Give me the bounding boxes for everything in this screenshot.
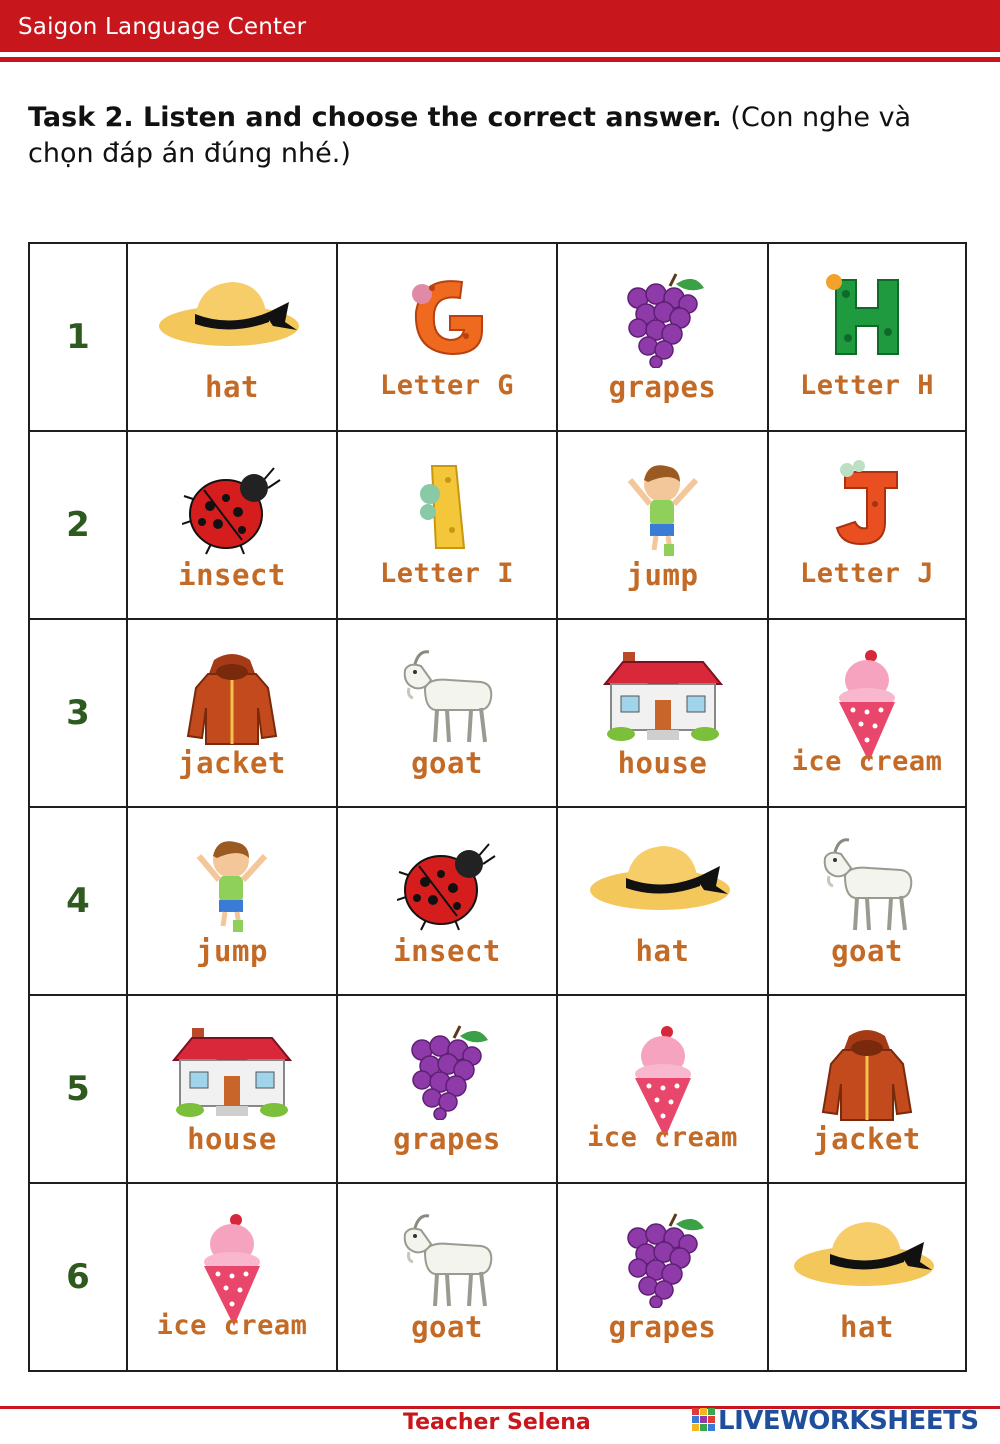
answer-label: house — [617, 746, 708, 780]
question-number-cell — [29, 807, 127, 995]
answer-option[interactable] — [127, 1183, 337, 1371]
answer-option[interactable] — [557, 431, 768, 619]
answer-label: ice cream — [587, 1122, 738, 1153]
house-icon — [170, 1024, 294, 1124]
letter-i-icon — [412, 460, 482, 556]
letter-h-icon — [822, 272, 912, 362]
question-number: 6 — [66, 1257, 90, 1297]
answer-label: jacket — [813, 1122, 921, 1156]
grapes-icon — [618, 272, 708, 368]
grapes-icon — [618, 1212, 708, 1308]
question-row — [29, 1183, 966, 1371]
ladybug-icon — [397, 836, 497, 932]
question-number: 3 — [66, 693, 90, 733]
answer-label: goat — [411, 1310, 483, 1344]
answer-option[interactable] — [768, 995, 966, 1183]
answer-option[interactable] — [337, 243, 557, 431]
teacher-credit: Teacher Selena — [403, 1410, 591, 1435]
brand-name: LIVEWORKSHEETS — [718, 1406, 979, 1436]
answer-option[interactable] — [127, 995, 337, 1183]
question-number-cell — [29, 619, 127, 807]
answer-option[interactable] — [768, 1183, 966, 1371]
question-number-cell — [29, 431, 127, 619]
question-row — [29, 995, 966, 1183]
task-instruction-vi: (Con nghe và chọn đáp án đúng nhé.) — [28, 102, 912, 169]
answer-label: jump — [626, 558, 699, 592]
answer-label: grapes — [608, 1310, 717, 1344]
answer-label: hat — [205, 370, 259, 404]
ladybug-icon — [182, 460, 282, 556]
answer-option[interactable] — [337, 995, 557, 1183]
answer-label: ice cream — [156, 1310, 308, 1341]
header-divider — [0, 57, 1000, 62]
answer-option[interactable] — [127, 243, 337, 431]
task-title: Task 2. Listen and choose the correct answer. — [28, 102, 722, 133]
jacket-icon — [819, 1024, 915, 1124]
answer-label: grapes — [393, 1122, 501, 1156]
answer-option[interactable] — [337, 619, 557, 807]
answer-option[interactable] — [557, 807, 768, 995]
liveworksheets-icon — [692, 1408, 716, 1432]
answer-option[interactable] — [768, 243, 966, 431]
answer-option[interactable] — [768, 431, 966, 619]
answer-option[interactable] — [127, 807, 337, 995]
question-number: 2 — [66, 505, 90, 545]
answer-option[interactable] — [557, 1183, 768, 1371]
answer-label: hat — [635, 934, 690, 968]
question-number: 5 — [66, 1069, 90, 1109]
answer-label: hat — [840, 1310, 894, 1344]
hat-icon — [792, 1212, 942, 1294]
answer-option[interactable] — [557, 619, 768, 807]
answer-label: house — [187, 1122, 277, 1156]
answer-option[interactable] — [337, 431, 557, 619]
question-number: 1 — [66, 317, 90, 357]
question-number-cell — [29, 1183, 127, 1371]
answer-label: insect — [178, 558, 286, 592]
hat-icon — [157, 272, 307, 354]
jacket-icon — [184, 648, 280, 748]
hat-icon — [588, 836, 738, 918]
answer-option[interactable] — [768, 619, 966, 807]
jumping-boy-icon — [618, 460, 708, 558]
answer-label: goat — [831, 934, 903, 968]
answer-option[interactable] — [127, 431, 337, 619]
answer-option[interactable] — [557, 995, 768, 1183]
answer-option[interactable] — [127, 619, 337, 807]
answer-label: grapes — [608, 370, 717, 404]
question-row — [29, 619, 966, 807]
header-title: Saigon Language Center — [18, 14, 307, 40]
goat-icon — [815, 836, 919, 936]
answer-option[interactable] — [337, 1183, 557, 1371]
goat-icon — [395, 1212, 499, 1312]
task-instruction — [28, 100, 928, 172]
liveworksheets-logo — [692, 1406, 979, 1436]
letter-j-icon — [827, 460, 907, 550]
jumping-boy-icon — [187, 836, 277, 934]
question-number: 4 — [66, 881, 90, 921]
answer-label: ice cream — [791, 746, 943, 777]
question-number-cell — [29, 243, 127, 431]
goat-icon — [395, 648, 499, 748]
answer-label: goat — [411, 746, 483, 780]
answer-label: jacket — [178, 746, 286, 780]
question-row — [29, 431, 966, 619]
answer-label: Letter G — [379, 370, 515, 401]
house-icon — [601, 648, 725, 748]
answer-label: Letter H — [799, 370, 935, 401]
answer-option[interactable] — [768, 807, 966, 995]
question-row — [29, 243, 966, 431]
answer-grid — [28, 242, 967, 1372]
answer-option[interactable] — [337, 807, 557, 995]
question-number-cell — [29, 995, 127, 1183]
answer-label: Letter I — [379, 558, 515, 589]
answer-label: insect — [393, 934, 501, 968]
answer-label: Letter J — [799, 558, 935, 589]
grapes-icon — [402, 1024, 492, 1120]
answer-option[interactable] — [557, 243, 768, 431]
question-row — [29, 807, 966, 995]
letter-g-icon — [402, 272, 492, 362]
answer-label: jump — [196, 934, 268, 968]
